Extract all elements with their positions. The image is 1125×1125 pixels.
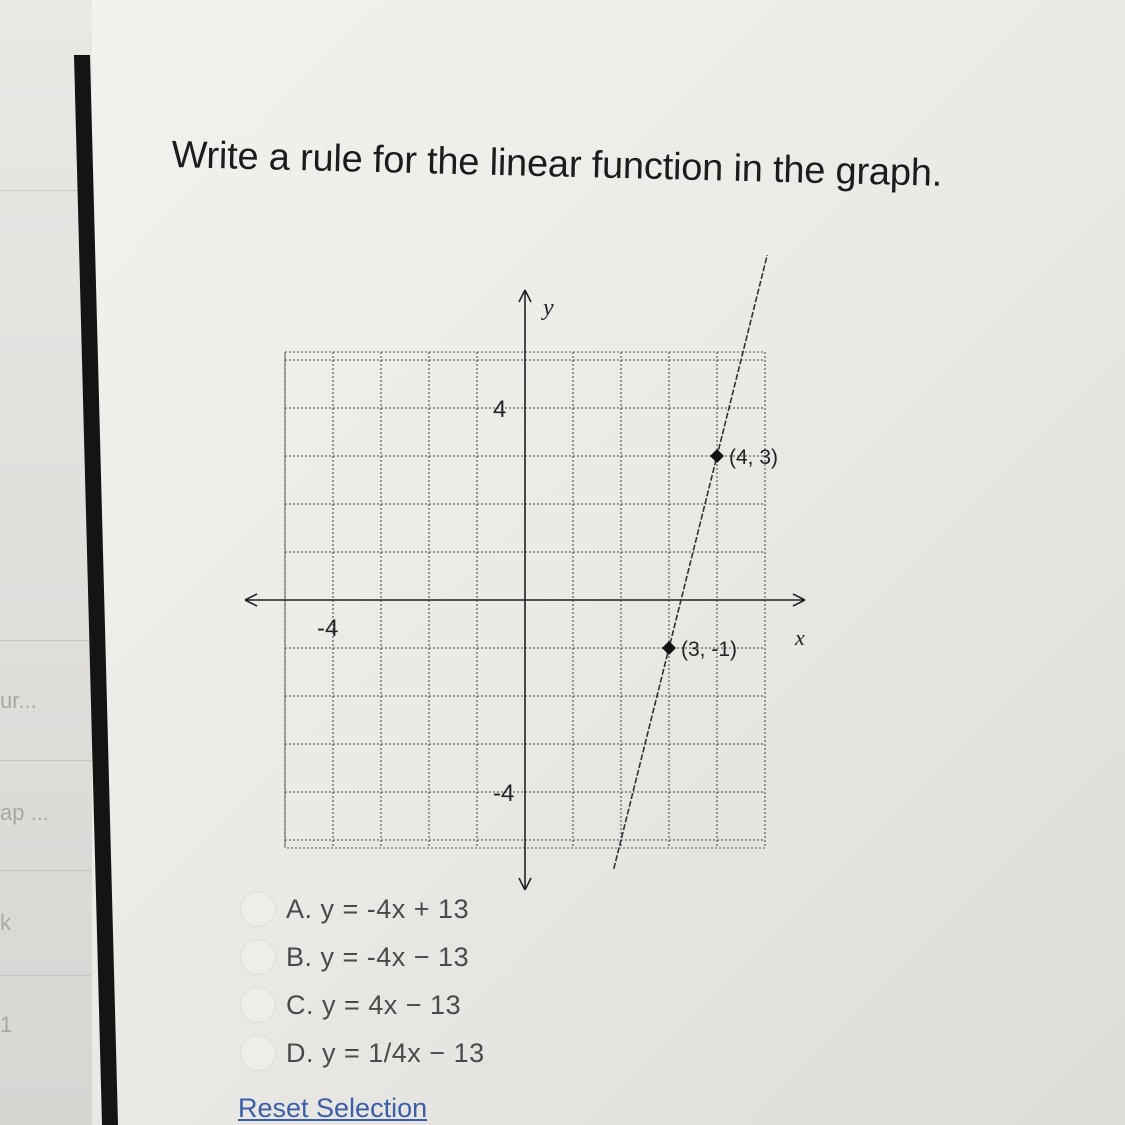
choice-a[interactable]: [240, 885, 485, 933]
choice-c[interactable]: [240, 981, 485, 1029]
side-divider: [0, 760, 92, 761]
tick-label: -4: [317, 615, 339, 642]
side-item-text[interactable]: ur...: [0, 688, 37, 713]
choice-c-label: C. y = 4x − 13: [286, 989, 462, 1020]
choice-a-label: A. y = -4x + 13: [286, 893, 470, 924]
x-axis-label: x: [795, 625, 805, 650]
plotted-point: [662, 641, 676, 655]
side-divider: [0, 870, 92, 871]
tick-label: 4: [493, 396, 507, 423]
axis-tick-labels: [317, 295, 805, 807]
side-item-text[interactable]: ap ...: [0, 800, 49, 825]
side-item-text[interactable]: k: [0, 910, 11, 935]
y-axis-label: y: [543, 295, 554, 321]
radio-a[interactable]: [240, 891, 276, 927]
axes: [245, 290, 805, 890]
choice-d-label: D. y = 1/4x − 13: [286, 1037, 485, 1068]
choice-d[interactable]: [240, 1029, 485, 1077]
side-divider: [0, 975, 92, 976]
radio-c[interactable]: [240, 987, 276, 1023]
graph-svg: [195, 255, 875, 895]
question-prompt: Write a rule for the linear function in the graph.: [170, 134, 943, 195]
choice-b-label: B. y = -4x − 13: [286, 941, 470, 972]
function-line-group: [614, 255, 768, 869]
radio-b[interactable]: [240, 939, 276, 975]
function-line: [614, 255, 768, 869]
side-item-text[interactable]: 1: [0, 1012, 13, 1037]
plotted-point: [710, 449, 724, 463]
reset-selection-link[interactable]: Reset Selection: [238, 1093, 428, 1123]
point-label: (3, -1): [681, 638, 738, 661]
tick-label: -4: [493, 780, 515, 807]
side-divider: [0, 640, 92, 641]
radio-d[interactable]: [240, 1035, 276, 1071]
plotted-points: [662, 446, 778, 661]
answer-choices: [240, 885, 485, 1077]
coordinate-graph: [195, 255, 875, 895]
choice-b[interactable]: [240, 933, 485, 981]
point-label: (4, 3): [729, 446, 779, 469]
